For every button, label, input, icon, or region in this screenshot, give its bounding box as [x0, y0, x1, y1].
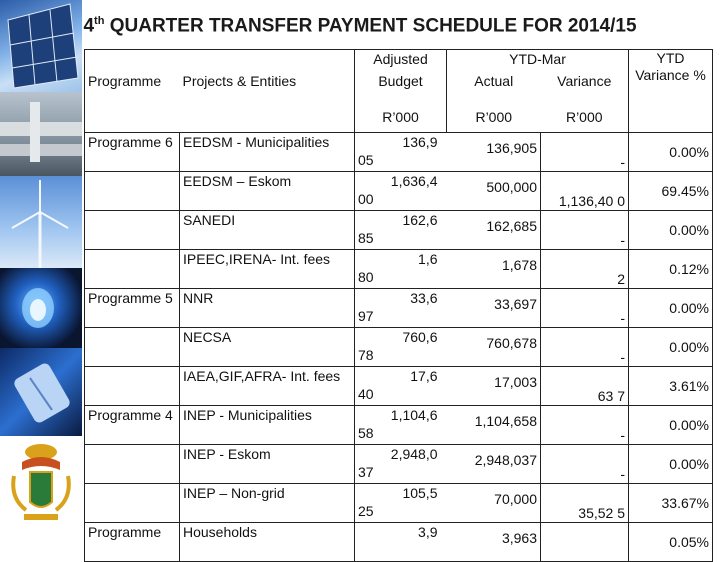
- programme-cell: Programme 4: [85, 405, 180, 444]
- table-row: [85, 288, 713, 327]
- coat-of-arms: [0, 436, 82, 540]
- programme-cell: [85, 483, 180, 522]
- variance-cell: 35,52 5: [541, 483, 629, 522]
- page-title: 4th QUARTER TRANSFER PAYMENT SCHEDULE FOR 2014/15: [83, 15, 637, 37]
- budget-cell: [355, 483, 447, 522]
- budget-value-lower: 85: [358, 229, 374, 246]
- budget-value-lower: 37: [358, 463, 374, 480]
- budget-value-lower: 40: [358, 385, 374, 402]
- variance-cell: 63 7: [541, 366, 629, 405]
- pipeline-icon: [0, 92, 82, 176]
- pct-cell: 69.45%: [629, 171, 713, 210]
- programme-cell: [85, 444, 180, 483]
- entity-cell: SANEDI: [180, 210, 355, 249]
- variance-cell: -: [541, 288, 629, 327]
- variance-cell: 1,136,40 0: [541, 171, 629, 210]
- table-row: [85, 210, 713, 249]
- header-ytd-variance: YTD Variance %: [629, 50, 713, 133]
- budget-value-upper: 760,6: [402, 328, 438, 345]
- programme-cell: [85, 366, 180, 405]
- entity-cell: INEP - Eskom: [180, 444, 355, 483]
- budget-value-lower: 80: [358, 268, 374, 285]
- variance-cell: -: [541, 444, 629, 483]
- budget-value-upper: 1,104,6: [390, 406, 438, 423]
- budget-value-upper: 2,948,0: [390, 445, 438, 462]
- coat-of-arms-icon: [0, 436, 82, 540]
- programme-cell: [85, 171, 180, 210]
- budget-value-lower: 58: [358, 424, 374, 441]
- budget-value-upper: 33,6: [410, 289, 438, 306]
- actual-cell: 2,948,037: [447, 444, 541, 483]
- actual-cell: 70,000: [447, 483, 541, 522]
- table-row: [85, 522, 713, 561]
- pct-cell: 0.00%: [629, 405, 713, 444]
- wind-turbine-icon: [0, 176, 82, 268]
- header-adjusted: Adjusted: [355, 50, 447, 73]
- entity-cell: IPEEC,IRENA- Int. fees: [180, 249, 355, 288]
- budget-cell: [355, 327, 447, 366]
- actual-cell: 3,963: [447, 522, 541, 561]
- programme-cell: [85, 327, 180, 366]
- table-row: [85, 171, 713, 210]
- transfer-payment-table: [84, 49, 713, 562]
- programme-cell: [85, 210, 180, 249]
- pct-cell: 0.00%: [629, 444, 713, 483]
- budget-cell: [355, 171, 447, 210]
- budget-cell: [355, 288, 447, 327]
- programme-cell: Programme 6: [85, 132, 180, 171]
- budget-cell: [355, 522, 447, 561]
- budget-value-lower: 05: [358, 151, 374, 168]
- pct-cell: 0.12%: [629, 249, 713, 288]
- budget-cell: [355, 249, 447, 288]
- actual-cell: 1,104,658: [447, 405, 541, 444]
- entity-cell: EEDSM – Eskom: [180, 171, 355, 210]
- actual-cell: 162,685: [447, 210, 541, 249]
- header-row-3: [85, 108, 713, 132]
- entity-cell: INEP – Non-grid: [180, 483, 355, 522]
- header-projects: Projects & Entities: [180, 72, 355, 108]
- variance-cell: -: [541, 132, 629, 171]
- budget-cell: [355, 405, 447, 444]
- header-budget: Budget: [355, 72, 447, 108]
- actual-cell: 760,678: [447, 327, 541, 366]
- table-row: [85, 483, 713, 522]
- budget-value-upper: 105,5: [402, 484, 438, 501]
- pct-cell: 3.61%: [629, 366, 713, 405]
- pipeline-image: [0, 92, 82, 178]
- pct-cell: 0.00%: [629, 210, 713, 249]
- variance-cell: [541, 522, 629, 561]
- table-row: [85, 405, 713, 444]
- budget-value-upper: 162,6: [402, 211, 438, 228]
- header-ytd-mar: YTD-Mar: [447, 50, 629, 73]
- table-row: [85, 132, 713, 171]
- budget-cell: [355, 444, 447, 483]
- entity-cell: NECSA: [180, 327, 355, 366]
- variance-cell: -: [541, 405, 629, 444]
- budget-cell: [355, 366, 447, 405]
- fuel-rod-image: [0, 348, 82, 438]
- actual-cell: 500,000: [447, 171, 541, 210]
- header-programme: Programme: [85, 72, 180, 108]
- wind-turbine-image: [0, 176, 82, 270]
- header-unit-variance: R’000: [541, 108, 629, 132]
- pct-cell: 33.67%: [629, 483, 713, 522]
- fuel-rod-icon: [0, 348, 82, 436]
- entity-cell: EEDSM - Municipalities: [180, 132, 355, 171]
- budget-cell: [355, 132, 447, 171]
- header-unit-actual: R’000: [447, 108, 541, 132]
- budget-value-lower: 00: [358, 190, 374, 207]
- entity-cell: IAEA,GIF,AFRA- Int. fees: [180, 366, 355, 405]
- pct-cell: 0.00%: [629, 327, 713, 366]
- pct-cell: 0.00%: [629, 288, 713, 327]
- programme-cell: Programme: [85, 522, 180, 561]
- pct-cell: 0.05%: [629, 522, 713, 561]
- gas-flame-image: [0, 268, 82, 350]
- flame-icon: [0, 268, 82, 348]
- decorative-sidebar: [0, 0, 84, 540]
- actual-cell: 33,697: [447, 288, 541, 327]
- pct-cell: 0.00%: [629, 132, 713, 171]
- actual-cell: 17,003: [447, 366, 541, 405]
- table-row: [85, 249, 713, 288]
- table-row: [85, 327, 713, 366]
- header-row-2: [85, 72, 713, 108]
- budget-cell: [355, 210, 447, 249]
- header-variance: Variance: [541, 72, 629, 108]
- budget-value-upper: 3,9: [418, 523, 438, 540]
- header-unit-budget: R’000: [355, 108, 447, 132]
- actual-cell: 136,905: [447, 132, 541, 171]
- entity-cell: Households: [180, 522, 355, 561]
- entity-cell: NNR: [180, 288, 355, 327]
- header-actual: Actual: [447, 72, 541, 108]
- budget-value-upper: 136,9: [402, 133, 438, 150]
- budget-value-lower: 97: [358, 307, 374, 324]
- budget-value-upper: 17,6: [410, 367, 438, 384]
- programme-cell: Programme 5: [85, 288, 180, 327]
- table-row: [85, 444, 713, 483]
- budget-value-upper: 1,636,4: [390, 172, 438, 189]
- variance-cell: -: [541, 327, 629, 366]
- actual-cell: 1,678: [447, 249, 541, 288]
- budget-value-upper: 1,6: [418, 250, 438, 267]
- budget-value-lower: 25: [358, 502, 374, 519]
- entity-cell: INEP - Municipalities: [180, 405, 355, 444]
- header-row-1: [85, 50, 713, 73]
- programme-cell: [85, 249, 180, 288]
- budget-value-lower: 78: [358, 346, 374, 363]
- table-row: [85, 366, 713, 405]
- variance-cell: -: [541, 210, 629, 249]
- variance-cell: 2: [541, 249, 629, 288]
